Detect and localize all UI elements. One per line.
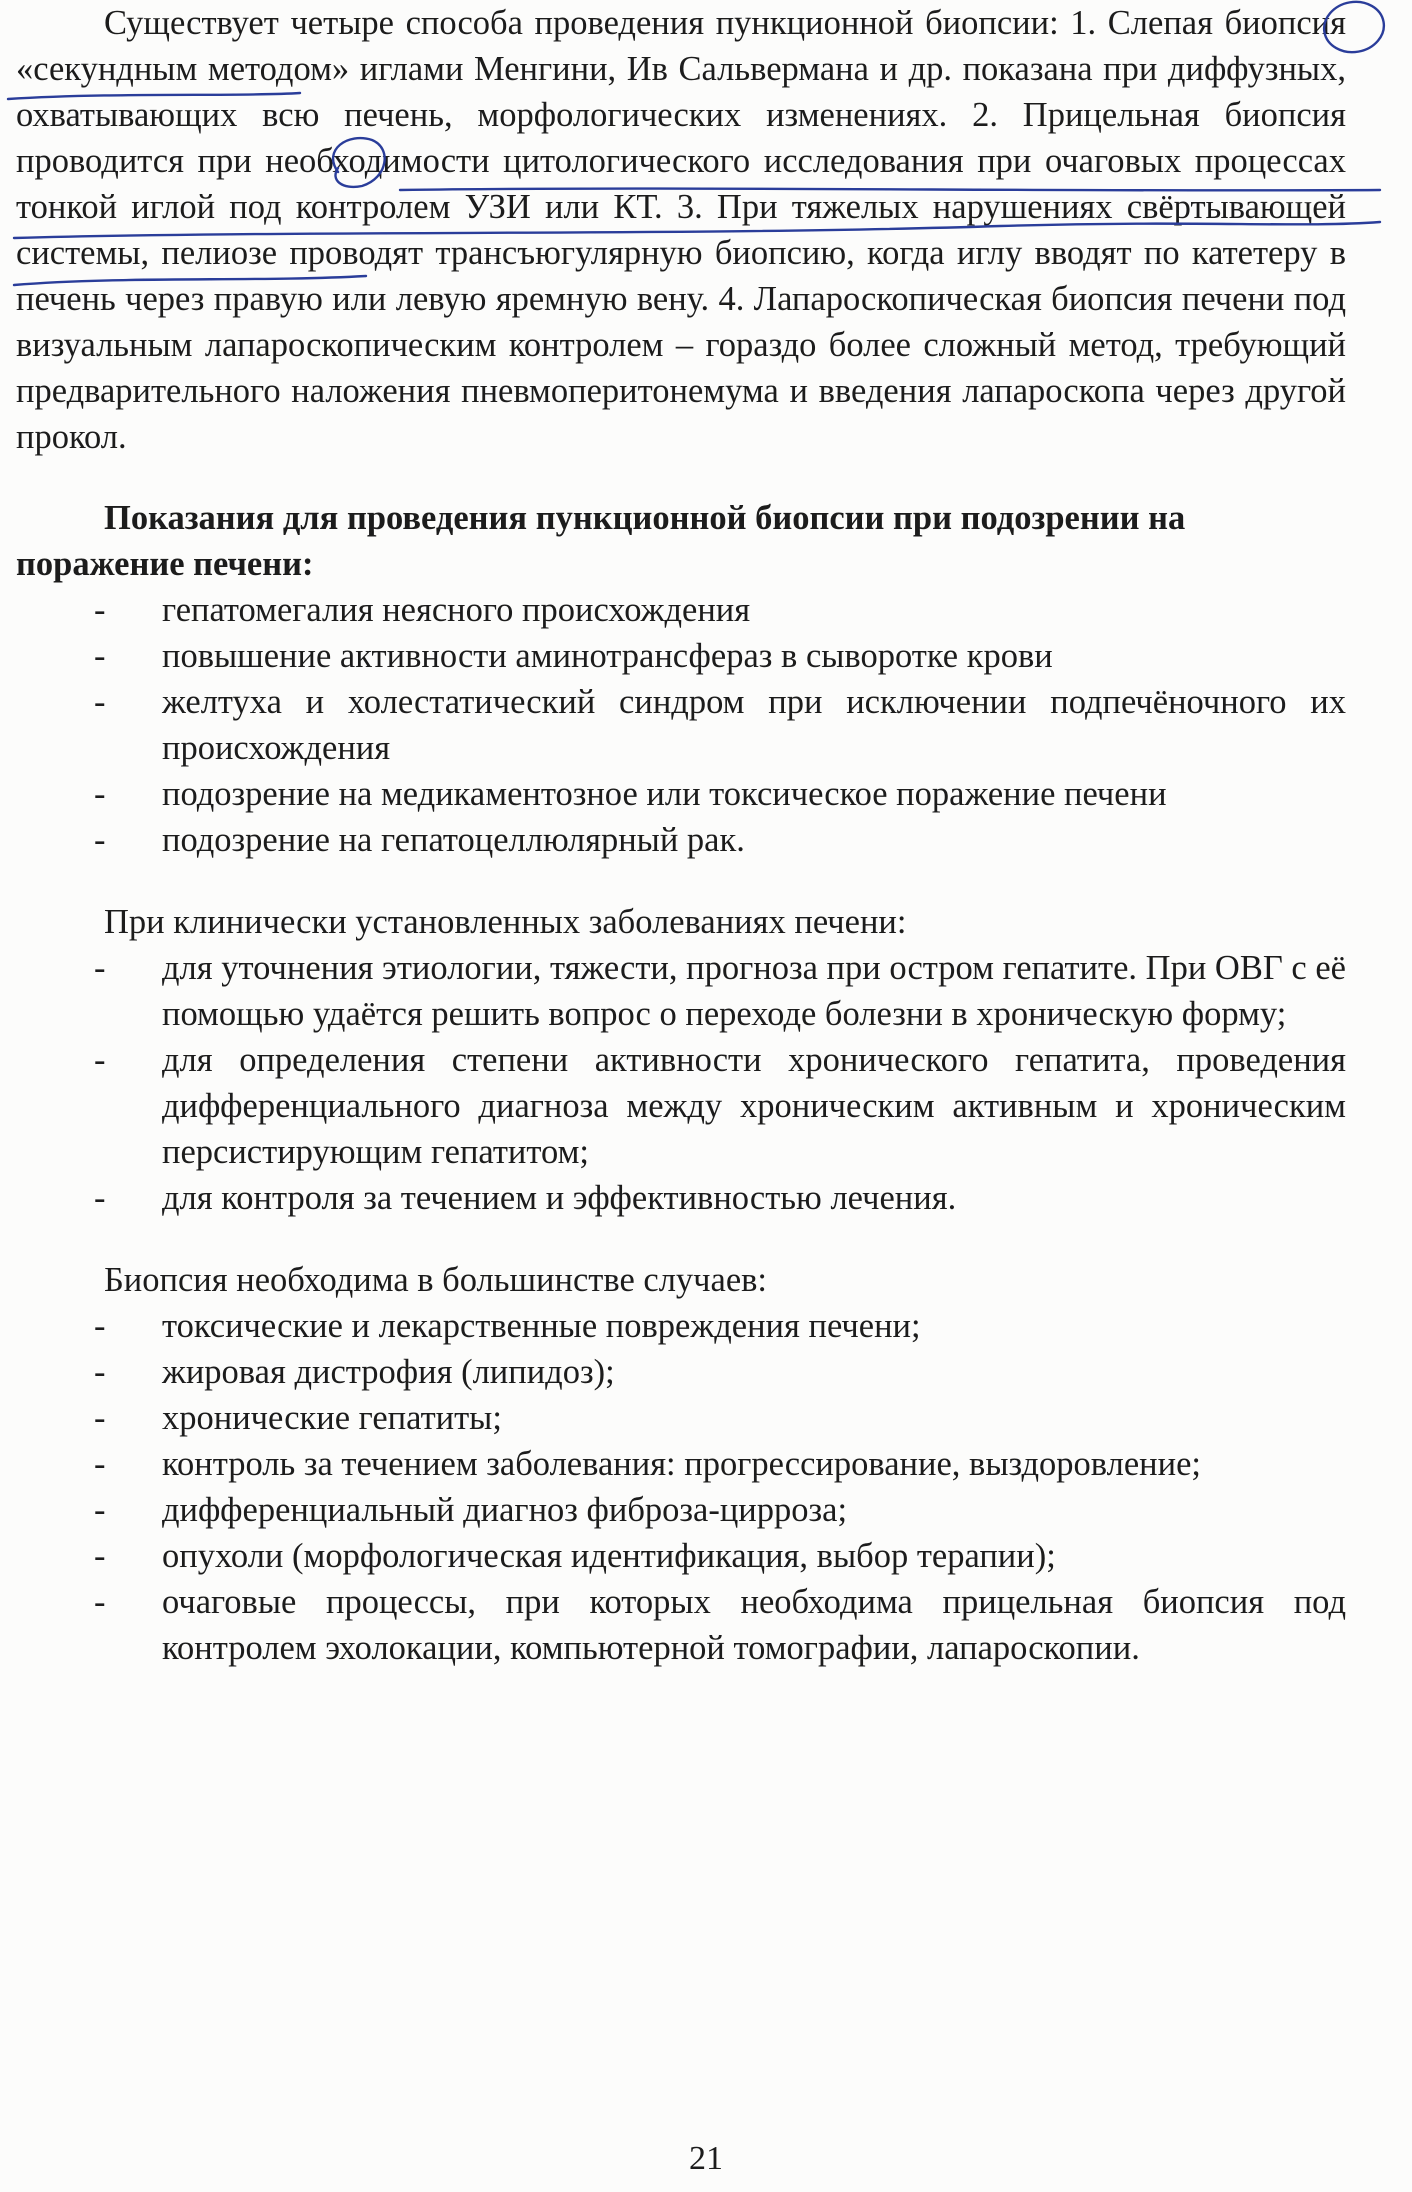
list-item: - токсические и лекарственные повреждения печени;: [16, 1303, 1346, 1349]
dash-bullet: -: [94, 1179, 106, 1217]
clinical-list: [16, 945, 1346, 1221]
list-item: - хронические гепатиты;: [16, 1395, 1346, 1441]
list-item: - дифференциальный диагноз фиброза-цирроза;: [16, 1487, 1346, 1533]
list-item: - повышение активности аминотрансфераз в сыворотке крови: [16, 633, 1346, 679]
list-item: - подозрение на медикаментозное или токсическое поражение печени: [16, 771, 1346, 817]
list-item: - для определения степени активности хронического гепатита, проведения дифференциального диагноза между хроническим активным и хроническим персистирующим гепатитом;: [16, 1037, 1346, 1175]
dash-bullet: -: [94, 1353, 106, 1391]
dash-bullet: -: [94, 1445, 106, 1483]
dash-bullet: -: [94, 683, 106, 721]
necessary-list: [16, 1303, 1346, 1671]
indications-heading: Показания для проведения пункционной биопсии при подозрении на поражение печени:: [16, 499, 1186, 583]
list-item: - очаговые процессы, при которых необходима прицельная биопсия под контролем эхолокации, компьютерной томографии, лапароскопии.: [16, 1579, 1346, 1671]
dash-bullet: -: [94, 821, 106, 859]
dash-bullet: -: [94, 1307, 106, 1345]
text-body: [16, 0, 1346, 1671]
list-item: - подозрение на гепатоцеллюлярный рак.: [16, 817, 1346, 863]
dash-bullet: -: [94, 1041, 106, 1079]
dash-bullet: -: [94, 949, 106, 987]
list-item: - опухоли (морфологическая идентификация, выбор терапии);: [16, 1533, 1346, 1579]
list-item: - гепатомегалия неясного происхождения: [16, 587, 1346, 633]
dash-bullet: -: [94, 1537, 106, 1575]
list-item: - для уточнения этиологии, тяжести, прогноза при остром гепатите. При ОВГ с её помощью удаётся решить вопрос о переходе болезни в хроническую форму;: [16, 945, 1346, 1037]
clinical-heading: При клинически установленных заболеваниях печени:: [104, 903, 907, 941]
dash-bullet: -: [94, 775, 106, 813]
page-number: 21: [689, 2140, 723, 2177]
intro-paragraph: Существует четыре способа проведения пункционной биопсии: 1. Слепая биопсия «секундным методом» иглами Менгини, Ив Сальвермана и др. показана при диффузных, охватывающих всю печень, морфологических изменениях. 2. Прицельная биопсия проводится при необходимости цитологического исследования при очаговых процессах тонкой иглой под контролем УЗИ или КТ. 3. При тяжелых нарушениях свёртывающей системы, пелиозе проводят трансъюгулярную биопсию, когда иглу вводят по катетеру в печень через правую или левую яремную вену. 4. Лапароскопическая биопсия печени под визуальным лапароскопическим контролем – гораздо более сложный метод, требующий предварительного наложения пневмоперитонемума и введения лапароскопа через другой прокол.: [16, 4, 1346, 456]
list-item: - жировая дистрофия (липидоз);: [16, 1349, 1346, 1395]
list-item: - желтуха и холестатический синдром при исключении подпечёночного их происхождения: [16, 679, 1346, 771]
dash-bullet: -: [94, 591, 106, 629]
list-item: - контроль за течением заболевания: прогрессирование, выздоровление;: [16, 1441, 1346, 1487]
dash-bullet: -: [94, 1583, 106, 1621]
dash-bullet: -: [94, 637, 106, 675]
necessary-heading: Биопсия необходима в большинстве случаев:: [104, 1261, 768, 1299]
list-item: - для контроля за течением и эффективностью лечения.: [16, 1175, 1346, 1221]
indications-list: [16, 587, 1346, 863]
dash-bullet: -: [94, 1399, 106, 1437]
dash-bullet: -: [94, 1491, 106, 1529]
